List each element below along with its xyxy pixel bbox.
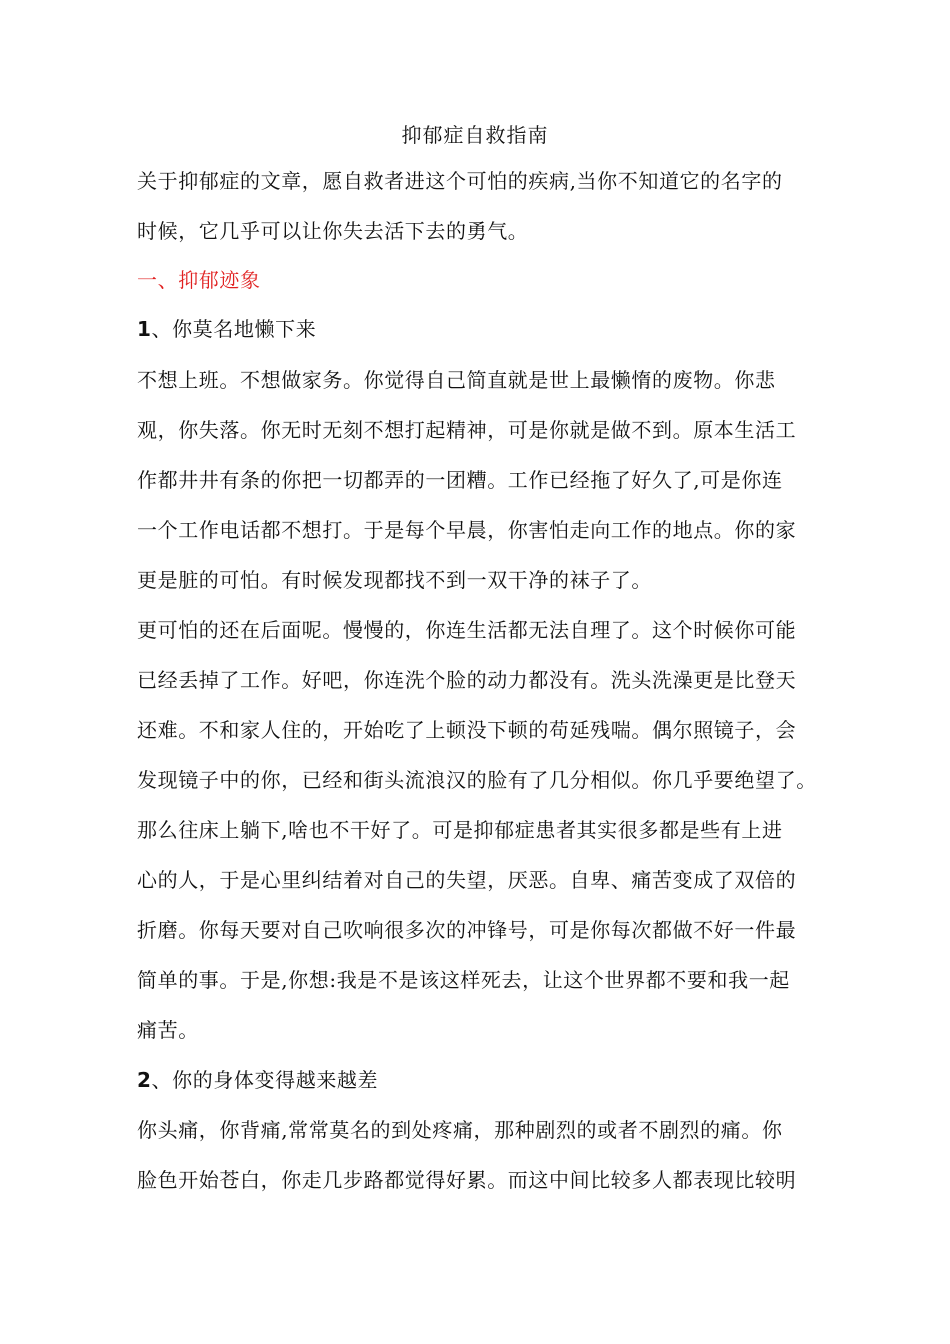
paragraph-line: 那么往床上躺下,啥也不干好了。可是抑郁症患者其实很多都是些有上进 [137,818,783,842]
intro-line: 时候，它几乎可以让你失去活下去的勇气。 [137,219,529,243]
item-heading-2 [137,1065,378,1095]
paragraph-line: 发现镜子中的你，已经和街头流浪汉的脸有了几分相似。你几乎要绝望了。 [137,768,817,792]
paragraph-line: 作都井井有条的你把一切都弄的一团糟。工作已经拖了好久了,可是你连 [137,468,783,492]
section-heading: 一、抑郁迹象 [137,268,261,292]
paragraph-line: 简单的事。于是,你想:我是不是该这样死去，让这个世界都不要和我一起 [137,968,790,992]
paragraph-line: 更是脏的可怕。有时候发现都找不到一双干净的袜子了。 [137,568,652,592]
paragraph-line: 心的人，于是心里纠结着对自己的失望，厌恶。自卑、痛苦变成了双倍的 [137,868,797,892]
paragraph-line: 痛苦。 [137,1018,199,1042]
paragraph-line: 不想上班。不想做家务。你觉得自己简直就是世上最懒惰的废物。你悲 [137,368,776,392]
paragraph-line: 已经丢掉了工作。好吧，你连洗个脸的动力都没有。洗头洗澡更是比登天 [137,668,797,692]
paragraph-line: 观，你失落。你无时无刻不想打起精神，可是你就是做不到。原本生活工 [137,418,797,442]
item-number: 1 [137,317,152,341]
paragraph-line: 还难。不和家人住的，开始吃了上顿没下顿的苟延残喘。偶尔照镜子，会 [137,718,797,742]
paragraph-line: 脸色开始苍白，你走几步路都觉得好累。而这中间比较多人都表现比较明 [137,1168,797,1192]
document-title: 抑郁症自救指南 [401,123,549,147]
paragraph-line: 折磨。你每天要对自己吹响很多次的冲锋号，可是你每次都做不好一件最 [137,918,797,942]
paragraph-line: 你头痛，你背痛,常常莫名的到处疼痛，那种剧烈的或者不剧烈的痛。你 [137,1118,783,1142]
item-heading-text: 、你莫名地懒下来 [151,317,317,341]
item-number: 2 [137,1068,152,1092]
paragraph-line: 一个工作电话都不想打。于是每个早晨，你害怕走向工作的地点。你的家 [137,518,797,542]
intro-line: 关于抑郁症的文章，愿自救者进这个可怕的疾病,当你不知道它的名字的 [137,169,783,193]
item-heading-1 [137,314,316,344]
item-heading-text: 、你的身体变得越来越差 [151,1068,379,1092]
paragraph-line: 更可怕的还在后面呢。慢慢的，你连生活都无法自理了。这个时候你可能 [137,618,797,642]
